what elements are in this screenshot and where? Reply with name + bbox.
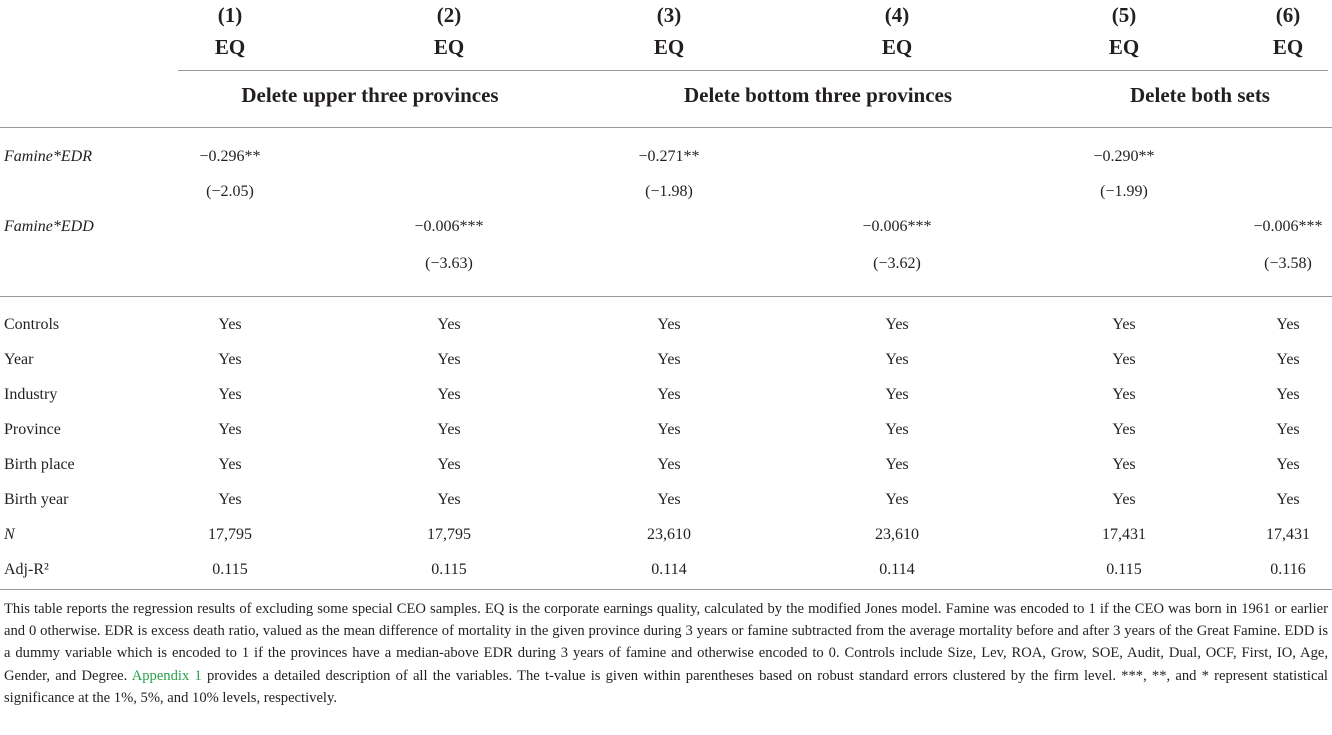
cell-industry-col2: Yes: [437, 386, 461, 403]
cell-birth-place-col6: Yes: [1276, 456, 1300, 473]
row-label-adj-r: Adj-R²: [4, 561, 49, 578]
row-label-industry: Industry: [4, 386, 58, 403]
cell-year-col4: Yes: [885, 351, 909, 368]
row-label-controls: Controls: [4, 316, 60, 333]
column-dep-var-5: EQ: [1108, 35, 1140, 59]
cell-controls-col5: Yes: [1112, 316, 1136, 333]
column-number-1: (1): [217, 3, 243, 27]
row-label-birth-year: Birth year: [4, 491, 69, 508]
coef-famine-edr-col3: −0.271**: [638, 148, 700, 165]
table-note: [4, 598, 1328, 709]
cell-province-col4: Yes: [885, 421, 909, 438]
cell-province-col6: Yes: [1276, 421, 1300, 438]
column-number-4: (4): [884, 3, 910, 27]
table-rule-top: [0, 127, 1332, 128]
tval-famine-edr-col1: (−2.05): [206, 183, 254, 200]
cell-year-col2: Yes: [437, 351, 461, 368]
cell-birth-year-col4: Yes: [885, 491, 909, 508]
cell-province-col2: Yes: [437, 421, 461, 438]
cell-adj-r-col1: 0.115: [212, 561, 248, 578]
column-number-5: (5): [1111, 3, 1137, 27]
group-header-bottom: Delete bottom three provinces: [683, 83, 953, 107]
row-label-province: Province: [4, 421, 61, 438]
tval-famine-edd-col4: (−3.62): [873, 255, 921, 272]
cell-year-col6: Yes: [1276, 351, 1300, 368]
column-number-6: (6): [1275, 3, 1301, 27]
cell-controls-col6: Yes: [1276, 316, 1300, 333]
cell-year-col1: Yes: [218, 351, 242, 368]
cell-birth-year-col2: Yes: [437, 491, 461, 508]
tval-famine-edd-col6: (−3.58): [1264, 255, 1312, 272]
column-dep-var-6: EQ: [1272, 35, 1304, 59]
cell-year-col3: Yes: [657, 351, 681, 368]
cell-controls-col1: Yes: [218, 316, 242, 333]
tval-famine-edr-col5: (−1.99): [1100, 183, 1148, 200]
cell-birth-year-col3: Yes: [657, 491, 681, 508]
cell-adj-r-col5: 0.115: [1106, 561, 1142, 578]
column-number-3: (3): [656, 3, 682, 27]
header-rule: [178, 70, 1328, 71]
appendix-link[interactable]: Appendix 1: [131, 667, 202, 684]
cell-province-col3: Yes: [657, 421, 681, 438]
row-label-n: N: [4, 526, 15, 543]
column-dep-var-2: EQ: [433, 35, 465, 59]
cell-n-col1: 17,795: [208, 526, 252, 543]
coef-famine-edd-col6: −0.006***: [1253, 218, 1323, 235]
column-number-2: (2): [436, 3, 462, 27]
cell-birth-place-col3: Yes: [657, 456, 681, 473]
group-header-upper: Delete upper three provinces: [241, 83, 499, 107]
row-label-birth-place: Birth place: [4, 456, 75, 473]
cell-controls-col4: Yes: [885, 316, 909, 333]
cell-birth-place-col4: Yes: [885, 456, 909, 473]
cell-adj-r-col4: 0.114: [879, 561, 915, 578]
coef-famine-edr-col1: −0.296**: [199, 148, 261, 165]
note-text-before: This table reports the regression results of excluding some special CEO samples. EQ is the corporate earnings quality, calculated by the modified Jones model. Famine was encoded to 1 if the CEO was born in 1961 or earlier and 0 otherwise. EDR is excess death ratio, valued as the mean difference of mortality in the given province during 3 years or famine subtracted from the average mortality before and after 3 years of the Great Famine. EDD is a dummy variable which is encoded to 1 if the provinces have a median-above EDR during 3 years of famine and otherwise encoded to 0. Controls include Size, Lev, ROA, Grow, SOE, Audit, Dual, OCF, First, IO, Age, Gender, and Degree.: [4, 601, 1328, 684]
row-label-year: Year: [4, 351, 34, 368]
column-dep-var-1: EQ: [214, 35, 246, 59]
cell-birth-year-col6: Yes: [1276, 491, 1300, 508]
cell-birth-place-col5: Yes: [1112, 456, 1136, 473]
cell-n-col2: 17,795: [427, 526, 471, 543]
cell-n-col6: 17,431: [1266, 526, 1310, 543]
table-rule-bottom: [0, 589, 1332, 590]
cell-birth-year-col1: Yes: [218, 491, 242, 508]
cell-n-col3: 23,610: [647, 526, 691, 543]
note-text-after: provides a detailed description of all the variables. The t-value is given within parentheses based on robust standard errors clustered by the firm level. ***, **, and * represent statistical significance at the 1%, 5%, and 10% levels, respectively.: [4, 667, 1328, 706]
tval-famine-edd-col2: (−3.63): [425, 255, 473, 272]
cell-controls-col2: Yes: [437, 316, 461, 333]
cell-controls-col3: Yes: [657, 316, 681, 333]
coef-famine-edd-col2: −0.006***: [414, 218, 484, 235]
row-label-famine-edd: Famine*EDD: [4, 218, 94, 235]
group-header-both: Delete both sets: [1130, 83, 1270, 107]
cell-adj-r-col3: 0.114: [651, 561, 687, 578]
coef-famine-edr-col5: −0.290**: [1093, 148, 1155, 165]
cell-adj-r-col6: 0.116: [1270, 561, 1306, 578]
column-dep-var-3: EQ: [653, 35, 685, 59]
cell-industry-col3: Yes: [657, 386, 681, 403]
cell-birth-place-col2: Yes: [437, 456, 461, 473]
cell-industry-col1: Yes: [218, 386, 242, 403]
cell-n-col5: 17,431: [1102, 526, 1146, 543]
cell-industry-col4: Yes: [885, 386, 909, 403]
cell-industry-col6: Yes: [1276, 386, 1300, 403]
column-dep-var-4: EQ: [881, 35, 913, 59]
cell-birth-place-col1: Yes: [218, 456, 242, 473]
tval-famine-edr-col3: (−1.98): [645, 183, 693, 200]
row-label-famine-edr: Famine*EDR: [4, 148, 92, 165]
cell-province-col5: Yes: [1112, 421, 1136, 438]
cell-birth-year-col5: Yes: [1112, 491, 1136, 508]
coef-famine-edd-col4: −0.006***: [862, 218, 932, 235]
cell-adj-r-col2: 0.115: [431, 561, 467, 578]
cell-n-col4: 23,610: [875, 526, 919, 543]
cell-industry-col5: Yes: [1112, 386, 1136, 403]
cell-province-col1: Yes: [218, 421, 242, 438]
cell-year-col5: Yes: [1112, 351, 1136, 368]
table-rule-middle: [0, 296, 1332, 297]
